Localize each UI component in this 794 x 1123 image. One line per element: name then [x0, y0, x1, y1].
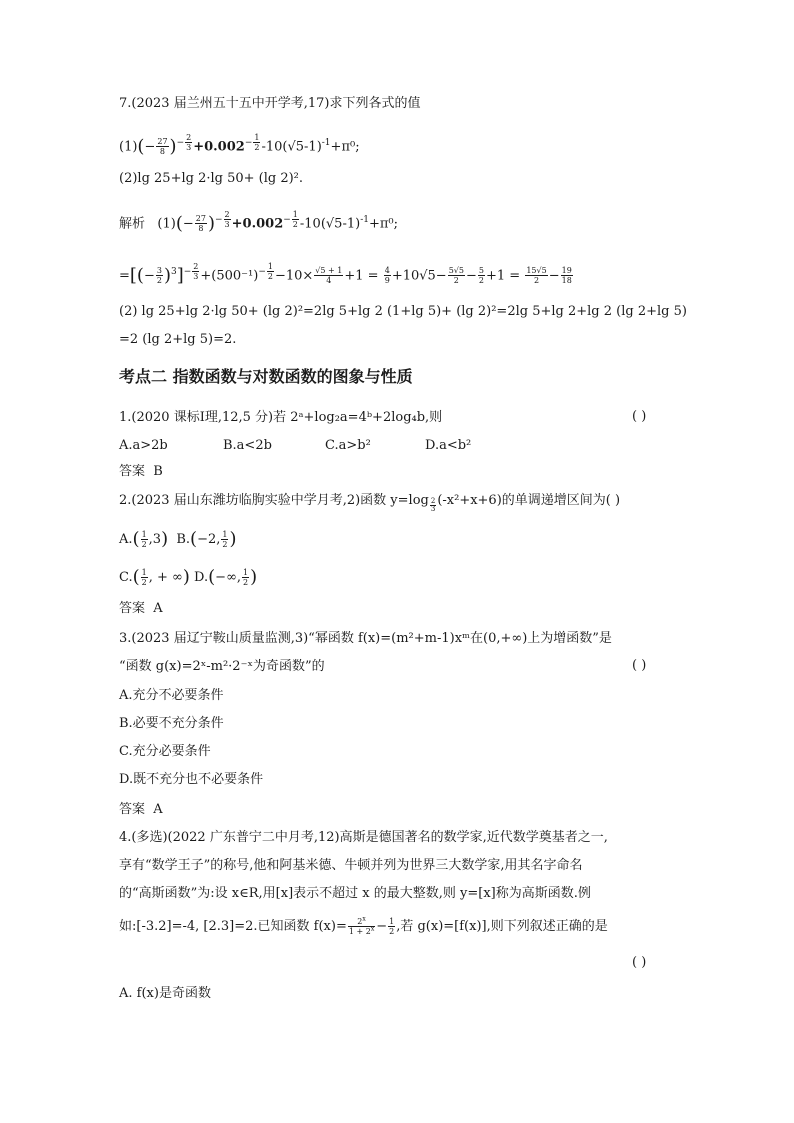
q4-line3: 的“高斯函数”为:设 x∈R,用[x]表示不超过 x 的最大整数,则 y=[x]称为高斯函数.例	[119, 886, 591, 901]
answer-label: 答案	[119, 802, 146, 817]
q1-answer-paren: ( )	[632, 409, 647, 424]
q3-answer	[119, 801, 163, 819]
q3-option-b: B.必要不充分条件	[119, 716, 224, 731]
q7-solution-part2-end: =2 (lg 2+lg 5)=2.	[119, 332, 237, 347]
q4-line1: 4.(多选)(2022 广东普宁二中月考,12)高斯是德国著名的数学家,近代数学奠基者之一,	[119, 830, 608, 845]
q1-option-a: A.a>2b	[119, 438, 168, 453]
answer-value: B	[153, 464, 163, 479]
q4-line2: 享有“数学王子”的称号,他和阿基米德、牛顿并列为世界三大数学家,用其名字命名	[119, 858, 583, 873]
q2-option-d: D.(−∞, $\frac{1}{2}$ )	[194, 566, 258, 588]
analysis-label: 解析	[119, 216, 146, 232]
answer-label: 答案	[119, 464, 146, 479]
q7-part1: (1)(− $\frac{27}{8}$ )$^{- \frac{2}{3}}$ $+0.002^{- \frac{1}{2}}$ $-10(√5-1)^{-1}+\pi^0$;	[119, 133, 360, 157]
q3-option-d: D.既不充分也不必要条件	[119, 772, 264, 787]
answer-value: A	[153, 601, 163, 616]
q2-option-b: B.(−2, $\frac{1}{2}$ )	[176, 528, 237, 550]
q2-option-c: C.( $\frac{1}{2}$ , + ∞)	[119, 566, 190, 588]
q1-answer	[119, 463, 163, 481]
q2-answer	[119, 600, 163, 618]
q4-answer-paren: ( )	[632, 955, 647, 970]
q1-stem: 1.(2020 课标Ⅰ理,12,5 分)若 2ᵃ+log₂a=4ᵇ+2log₄b,则	[119, 410, 443, 425]
q7-title: 7.(2023 届兰州五十五中开学考,17)求下列各式的值	[119, 96, 421, 111]
q2-options-cd	[119, 568, 257, 587]
q2-option-a: A.( $\frac{1}{2}$ ,3)	[119, 528, 169, 550]
q3-stem-line1: 3.(2023 届辽宁鞍山质量监测,3)“幂函数 f(x)=(m²+m-1)xᵐ在(0,+∞)上为增函数”是	[119, 631, 612, 646]
answer-value: A	[153, 802, 163, 817]
answer-label: 答案	[119, 601, 146, 616]
q4-option-a: A. f(x)是奇函数	[119, 986, 211, 1001]
section-heading: 考点二 指数函数与对数函数的图象与性质	[119, 367, 413, 386]
q7-analysis: 解析 (1)(− $\frac{27}{8}$ )$^{- \frac{2}{3}}$ $+0.002^{- \frac{1}{2}}$ $-10(√5-1)^{-1}+\pi^0$;	[119, 210, 398, 234]
q7-solution-line1: =[(− $\frac{3}{2}$ )$^3$]$^{- \frac{2}{3}}$ $+(500^{-1})^{- \frac{1}{2}}$ −10× $\frac{√5 + 1}{4}$ +1 = $\frac{4}{9}$ +10√5− $\frac{5√5}{2}$ − $\frac{5}{2}$ +1 = $\frac{15√5}{2}$ − $\frac{19}{18}$	[119, 262, 572, 286]
q1-options	[119, 437, 471, 455]
q1-option-d: D.a<b²	[425, 438, 472, 453]
q1-option-b: B.a<2b	[223, 438, 272, 453]
q3-option-a: A.充分不必要条件	[119, 688, 224, 703]
q3-option-c: C.充分必要条件	[119, 744, 211, 759]
q2-stem: 2.(2023 届山东潍坊临朐实验中学月考,2)函数 y=log $_{\frac{2}{3}}$ (-x²+x+6)的单调递增区间为( )	[119, 493, 621, 513]
q3-stem-line2: “函数 g(x)=2ˣ-m²·2⁻ˣ为奇函数”的	[119, 659, 325, 674]
q7-part2: (2)lg 25+lg 2·lg 50+ (lg 2)².	[119, 171, 304, 186]
q3-answer-paren: ( )	[632, 658, 647, 673]
q4-line4: 如:[-3.2]=-4, [2.3]=2.已知函数 f(x)= $\frac{2^x}{1 + 2^x}$ − $\frac{1}{2}$ ,若 g(x)=[f(x)],则下列叙述正确的是	[119, 915, 608, 936]
q7-solution-part2: (2) lg 25+lg 2·lg 50+ (lg 2)²=2lg 5+lg 2 (1+lg 5)+ (lg 2)²=2lg 5+lg 2+lg 2 (lg 2+lg 5)	[119, 304, 687, 319]
q2-options-ab	[119, 530, 237, 549]
q1-option-c: C.a>b²	[325, 438, 371, 453]
